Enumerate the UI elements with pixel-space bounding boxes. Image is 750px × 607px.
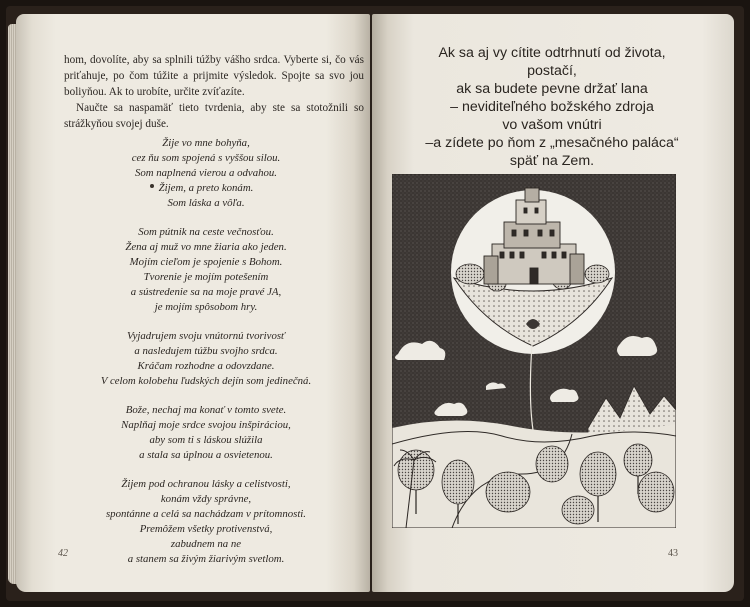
poem-stanza: [56, 403, 356, 463]
verse-line: späť na Zem.: [509, 153, 595, 169]
poem-line: Tvorenie je mojím potešením: [143, 271, 269, 283]
poem-stanza: [56, 225, 356, 315]
poem-line: a stala sa úplnou a osvietenou.: [139, 449, 273, 461]
poem-line: a nasledujem túžbu svojho srdca.: [134, 345, 278, 357]
verse-line: ak sa budete pevne držať lana: [456, 81, 648, 97]
poem-stanza: [56, 136, 356, 211]
verse-line: postačí,: [527, 63, 577, 79]
poem-line: zabudnem na ne: [170, 538, 242, 550]
verse-line: – neviditeľného božského zdroja: [450, 99, 654, 115]
poem-line: Som naplnená vierou a odvahou.: [134, 167, 278, 179]
prose-block: [64, 52, 364, 132]
poem-line: Premôžem všetky protivenstvá,: [139, 523, 273, 535]
prose-paragraph-2: Naučte sa naspamäť tieto tvrdenia, aby ste sa stotožnili so strážkyňou svojej duše.: [64, 102, 364, 130]
verse-line: vo vašom vnútri: [502, 117, 602, 133]
poem-line: Vyjadrujem svoju vnútornú tvorivosť: [127, 330, 285, 342]
moon-palace-illustration: [392, 174, 676, 528]
poem-line: Som láska a vôľa.: [167, 197, 245, 209]
poem-line: a sústredenie sa na moje pravé JA,: [130, 286, 282, 298]
poem-line: Žije vo mne bohyňa,: [162, 137, 250, 149]
affirmation-poem: [56, 136, 356, 581]
poem-line: Žijem, a preto konám.: [158, 182, 254, 194]
poem-line: Naplňaj moje srdce svojou inšpiráciou,: [121, 419, 291, 431]
page-number-left: 42: [58, 548, 68, 559]
poem-line: Mojím cieľom je spojenie s Bohom.: [129, 256, 283, 268]
verse-block: [402, 44, 702, 170]
right-page: [372, 14, 734, 592]
prose-paragraph-1: hom, dovolíte, aby sa splnili túžby vášho srdca. Vyberte si, čo vás priťahuje, po čom túžite a prijmite výsledok. Spojte sa svo jou boliyňou. Ak to urobíte, určite zvíťazíte.: [64, 54, 364, 98]
verse-line: –a zídete po ňom z „mesačného paláca“: [425, 135, 679, 151]
poem-line: Žijem pod ochranou lásky a celistvosti,: [121, 478, 291, 490]
verse-line: Ak sa aj vy cítite odtrhnutí od života,: [438, 45, 666, 61]
poem-line: aby som ti s láskou slúžila: [149, 434, 263, 446]
open-book: [6, 6, 744, 601]
poem-line: konám vždy správne,: [160, 493, 252, 505]
poem-line: a stanem sa živým žiarivým svetlom.: [127, 553, 285, 565]
poem-line: Som pútnik na ceste večnosťou.: [138, 226, 274, 238]
poem-line: spontánne a celá sa nachádzam v prítomnosti.: [105, 508, 307, 520]
poem-line: V celom kolobehu ľudských dejín som jedinečná.: [100, 375, 312, 387]
poem-line: Bože, nechaj ma konať v tomto svete.: [125, 404, 287, 416]
left-page: [16, 14, 370, 592]
poem-line: Žena aj muž vo mne žiaria ako jeden.: [125, 241, 287, 253]
poem-line: je mojím spôsobom hry.: [154, 301, 258, 313]
poem-line: Kráčam rozhodne a odovzdane.: [137, 360, 275, 372]
poem-line: cez ňu som spojená s vyššou silou.: [131, 152, 281, 164]
poem-stanza: [56, 477, 356, 567]
page-number-right: 43: [668, 548, 678, 559]
poem-stanza: [56, 329, 356, 389]
